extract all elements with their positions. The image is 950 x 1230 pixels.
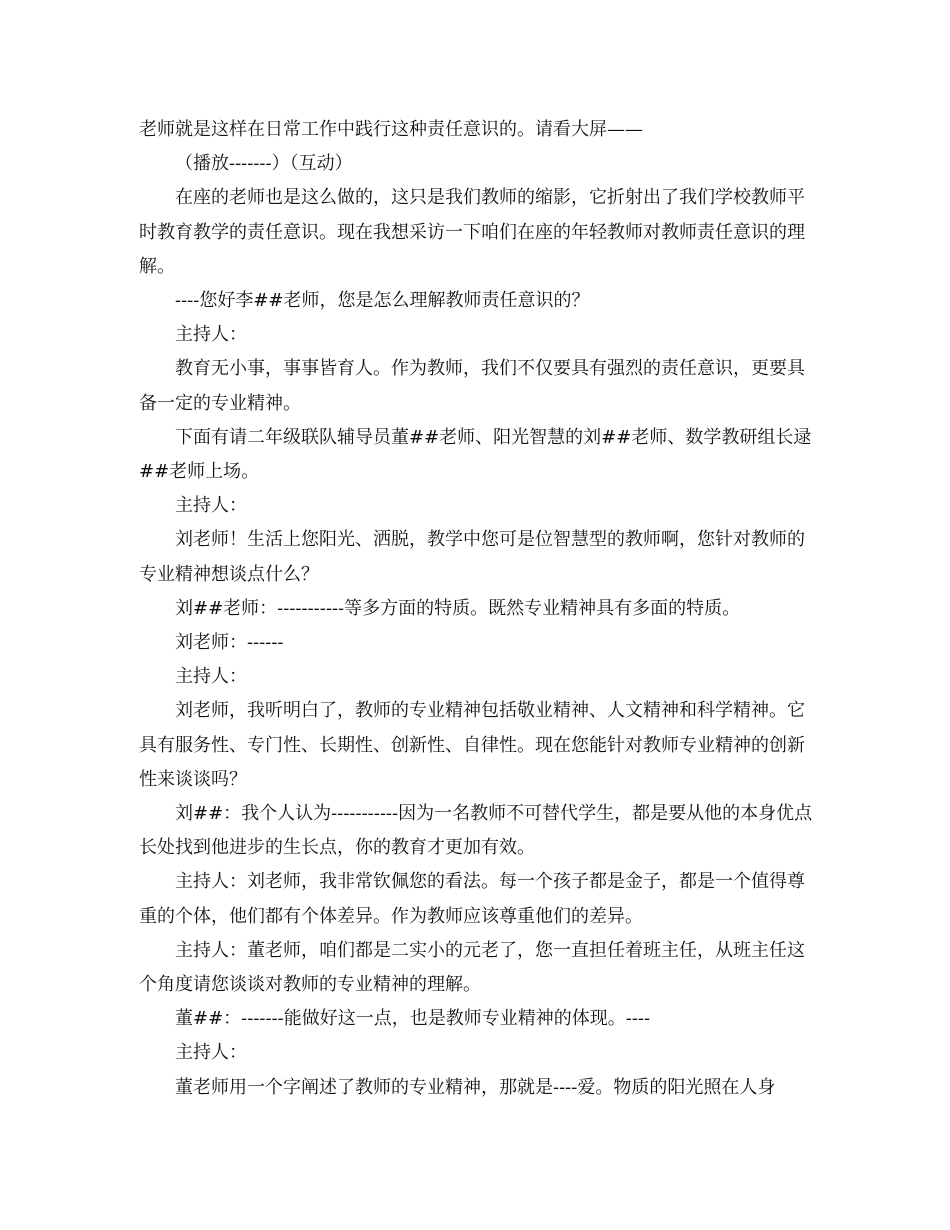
paragraph-15: 主持人：刘老师，我非常钦佩您的看法。每一个孩子都是金子，都是一个值得尊重的个体，他们都有个体差异。作为教师应该尊重他们的差异。 bbox=[139, 871, 805, 927]
paragraph-1: 老师就是这样在日常工作中践行这种责任意识的。请看大屏—— bbox=[139, 119, 643, 140]
paragraph-7: 下面有请二年级联队辅导员董##老师、阳光智慧的刘##老师、数学教研组长逯##老师上场。 bbox=[139, 426, 812, 483]
paragraph-19: 董老师用一个字阐述了教师的专业精神，那就是----爱。物质的阳光照在人身 bbox=[175, 1076, 776, 1098]
paragraph-17: 董##：-------能做好这一点，也是教师专业精神的体现。---- bbox=[175, 1008, 651, 1030]
paragraph-8: 主持人： bbox=[175, 495, 247, 517]
paragraph-14: 刘##：我个人认为-----------因为一名教师不可替代学生，都是要从他的本身优点长处找到他进步的生长点，你的教育才更加有效。 bbox=[139, 803, 813, 859]
paragraph-18: 主持人： bbox=[175, 1042, 247, 1064]
document-body bbox=[139, 113, 815, 1105]
paragraph-4: ----您好李##老师，您是怎么理解教师责任意识的？ bbox=[175, 290, 590, 312]
paragraph-12: 主持人： bbox=[175, 666, 247, 688]
paragraph-13: 刘老师，我听明白了，教师的专业精神包括敬业精神、人文精神和科学精神。它具有服务性、专门性、长期性、创新性、自律性。现在您能针对教师专业精神的创新性来谈谈吗？ bbox=[139, 700, 805, 790]
paragraph-2: （播放-------）（互动） bbox=[175, 153, 353, 175]
paragraph-5: 主持人： bbox=[175, 324, 247, 346]
paragraph-10: 刘##老师：-----------等多方面的特质。既然专业精神具有多面的特质。 bbox=[175, 597, 741, 619]
paragraph-9: 刘老师！生活上您阳光、洒脱，教学中您可是位智慧型的教师啊，您针对教师的专业精神想谈点什么？ bbox=[139, 529, 805, 585]
paragraph-6: 教育无小事，事事皆育人。作为教师，我们不仅要具有强烈的责任意识，更要具备一定的专业精神。 bbox=[139, 358, 805, 414]
paragraph-11: 刘老师：------ bbox=[175, 632, 284, 654]
paragraph-16: 主持人：董老师，咱们都是二实小的元老了，您一直担任着班主任，从班主任这个角度请您谈谈对教师的专业精神的理解。 bbox=[139, 939, 805, 996]
paragraph-3: 在座的老师也是这么做的，这只是我们教师的缩影，它折射出了我们学校教师平时教育教学的责任意识。现在我想采访一下咱们在座的年轻教师对教师责任意识的理解。 bbox=[139, 187, 805, 277]
